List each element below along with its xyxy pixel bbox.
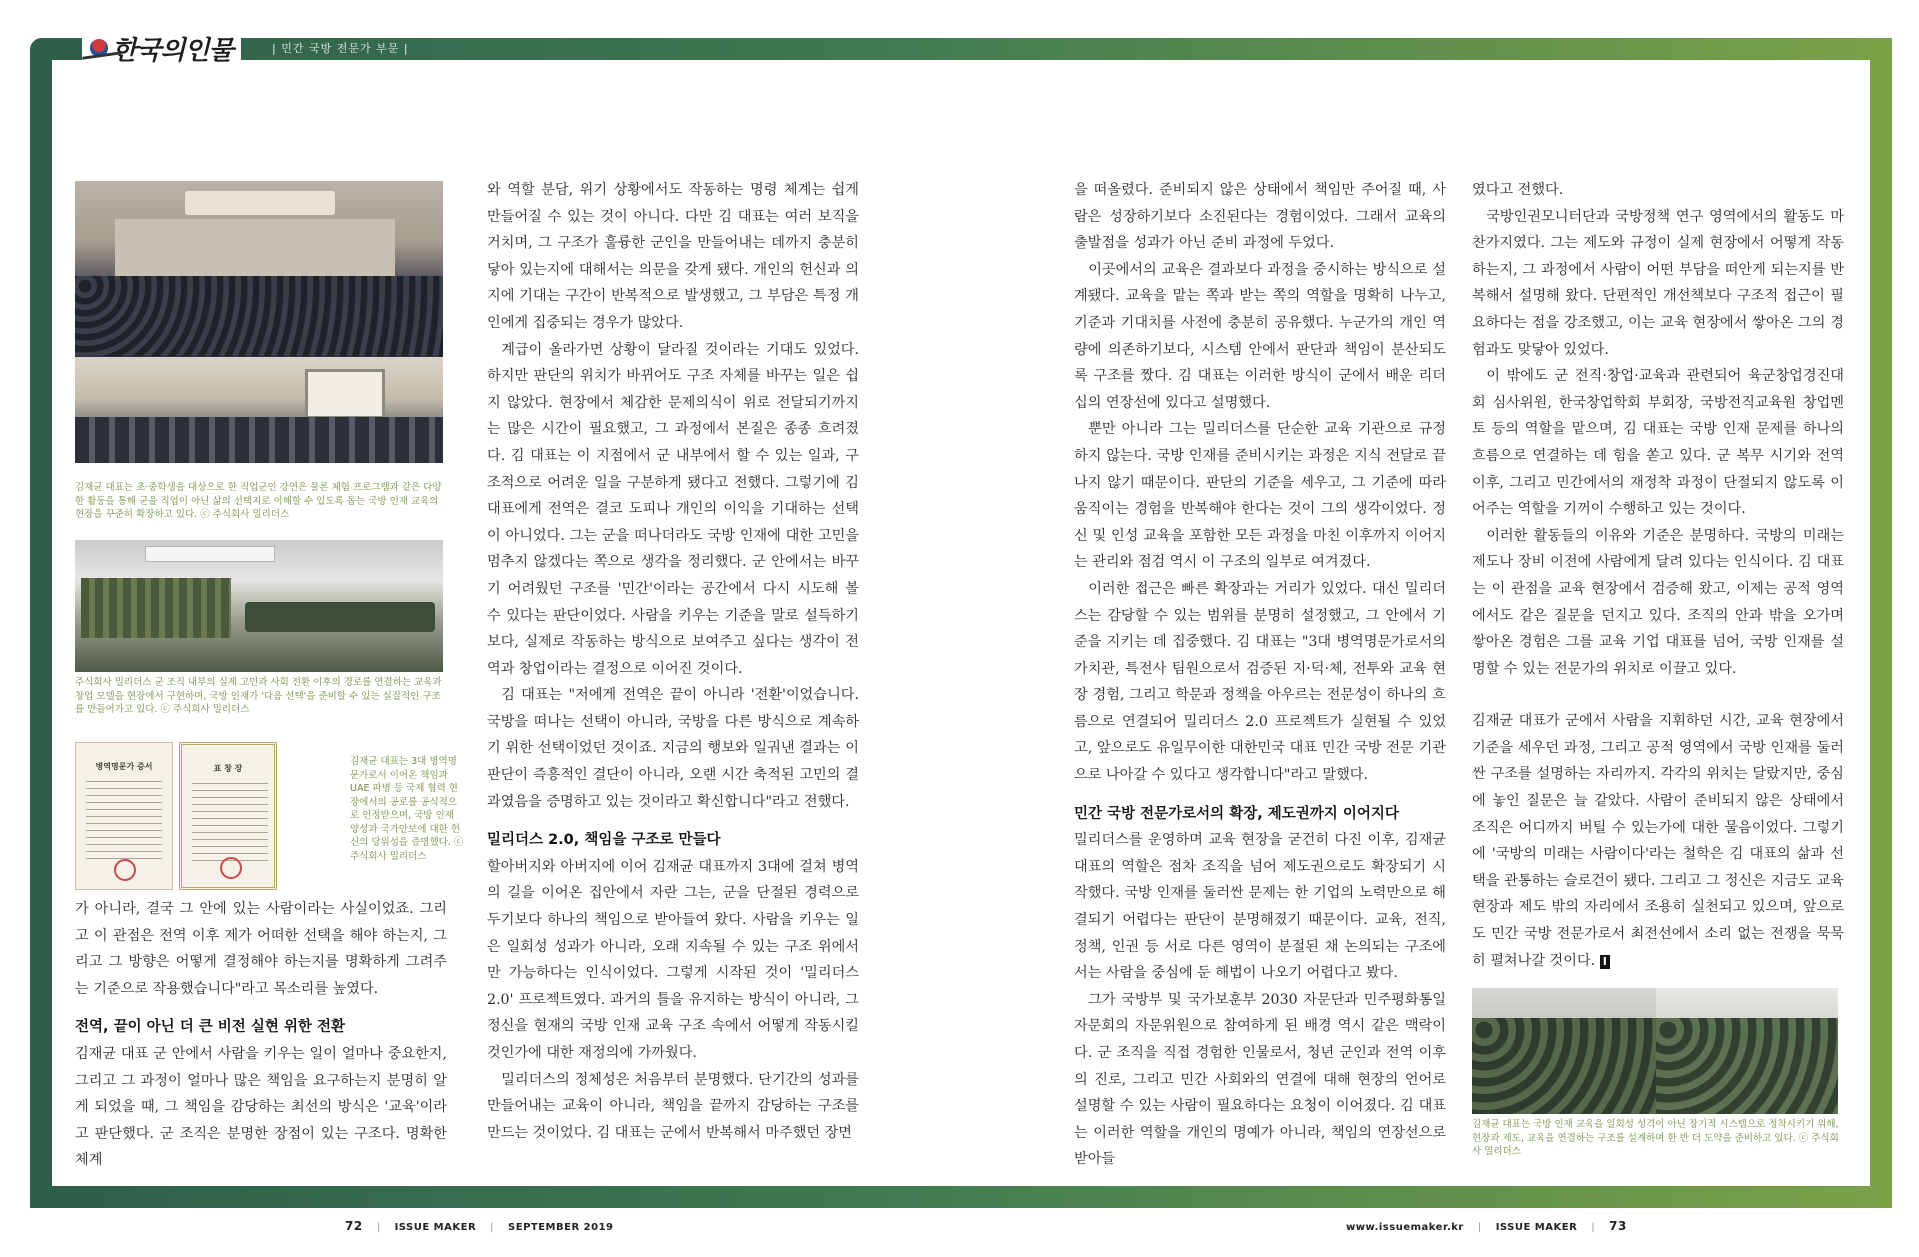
paragraph: 할아버지와 아버지에 이어 김재균 대표까지 3대에 걸쳐 병역의 길을 이어온 집안에서 자란 그는, 군을 단절된 경력으로 두기보다 하나의 책임으로 받아들여 왔다. 사람을 키우는 일은 일회성 성과가 아니라, 오래 지속될 수 있는 구조 위에서만 가능하다는 인식이었다. 그렇게 시작된 것이 '밀리더스 2.0' 프로젝트였다. 과거의 틀을 유지하는 방식이 아니라, 그 정신을 현재의 국방 인재 교육 구조 속에서 어떻게 작동시킬 것인가에 대한 재정의에 가까웠다.: [487, 858, 859, 1061]
paragraph: 이곳에서의 교육은 결과보다 과정을 중시하는 방식으로 설계됐다. 교육을 맡는 쪽과 받는 쪽의 역할을 명확히 나누고, 기준과 기대치를 사전에 충분히 공유했다. 누군가의 개인 역량에 의존하기보다, 시스템 안에서 판단과 책임이 분산되도록 구조를 짰다. 김 대표는 이러한 방식이 군에서 배운 리더십의 연장선에 있다고 설명했다.: [1074, 261, 1446, 411]
photo-exhibition-booth: [75, 540, 443, 672]
paragraph: 이러한 활동들의 이유와 기준은 분명하다. 국방의 미래는 제도나 장비 이전에 사람에게 달려 있다는 인식이다. 김 대표는 이 관점을 교육 현장에서 검증해 왔고, 이제는 공적 영역에서도 같은 질문을 던지고 있다. 조직의 안과 밖을 오가며 쌓아온 경험은 그를 교육 기업 대표를 넘어, 국방 인재를 설명할 수 있는 전문가의 위치로 이끌고 있다.: [1472, 527, 1844, 677]
frame-left-bar: [30, 38, 52, 1208]
caption-booth: 주식회사 밀리더스 군 조직 내부의 실제 고민과 사회 전환 이후의 경로를 연결하는 교육과 창업 모델을 현장에서 구현하며, 국방 인재가 '다음 선택'을 준비할 수 있는 실질적인 구조를 만들어가고 있다. ⓒ 주식회사 밀리더스: [75, 677, 442, 715]
certificate-military-family: [75, 742, 173, 890]
caption-lecture: 김재균 대표는 초·중학생을 대상으로 한 직업군인 강연은 물론 체험 프로그램과 같은 다양한 활동을 통해 군을 직업이 아닌 삶의 선택지로 이해할 수 있도록 돕는 국방 인재 교육의 현장을 꾸준히 확장하고 있다. ⓒ 주식회사 밀리더스: [75, 482, 442, 520]
footer-separator: |: [490, 1222, 495, 1233]
page-number-right: 73: [1609, 1219, 1627, 1233]
column-1-text: [75, 896, 447, 1174]
cert2-title: 표 창 장: [213, 764, 243, 773]
paragraph: 김 대표는 "저에게 전역은 끝이 아니라 '전환'이었습니다. 국방을 떠나는 선택이 아니라, 국방을 다른 방식으로 계속하기 위한 선택이었던 것이죠. 지금의 행보와 일궈낸 결과는 이 판단이 즉흥적인 결단이 아니라, 오랜 시간 축적된 고민의 결과였음을 증명하고 있는 것이라고 확신합니다"라고 전했다.: [487, 687, 859, 810]
paragraph: 이 밖에도 군 전직·창업·교육과 관련되어 육군창업경진대회 심사위원, 한국창업학회 부회장, 국방전직교육원 창업멘토 등의 역할을 맡으며, 김 대표는 국방 인재 문제를 하나의 흐름으로 연결하는 데 힘을 쏟고 있다. 군 복무 시기와 전역 이후, 그리고 민간에서의 재정착 과정이 단절되지 않도록 이어주는 역할을 기꺼이 수행하고 있는 것이다.: [1472, 368, 1844, 518]
photo-lecture-stage: [75, 181, 443, 357]
paragraph: 계급이 올라가면 상황이 달라질 것이라는 기대도 있었다. 하지만 판단의 위치가 바뀌어도 구조 자체를 바꾸는 일은 쉽지 않았다. 현장에서 체감한 문제의식이 위로 전달되기까지는 많은 시간이 필요했고, 그 과정에서 본질은 종종 흐려졌다. 김 대표는 이 지점에서 군 내부에서 할 수 있는 일과, 구조적으로 어려운 일을 구분하게 됐다고 전했다. 그렇기에 김 대표에게 전역은 결코 도피나 개인의 이익을 기대하는 선택이 아니었다. 그는 군을 떠나더라도 국방 인재에 대한 고민을 멈추지 않겠다는 쪽으로 생각을 정리했다. 군 안에서는 바꾸기 어려웠던 구조를 '민간'이라는 공간에서 다시 시도해 볼 수 있다는 판단이었다. 사람을 키우는 기준을 말로 설득하기보다, 실제로 작동하는 방식으로 보여주고 싶다는 생각이 전역과 창업이라는 결정으로 이어진 것이다.: [487, 341, 859, 677]
paragraph: 였다고 전했다.: [1472, 182, 1564, 198]
paragraph: 그가 국방부 및 국가보훈부 2030 자문단과 민주평화통일자문회의 자문위원으로 참여하게 된 배경 역시 같은 맥락이다. 군 조직을 직접 경험한 인물로서, 청년 군인과 전역 이후의 진로, 그리고 민간 사회와의 연결에 대해 현장의 언어로 설명할 수 있는 사람이 필요하다는 요청이 이어졌다. 김 대표는 이러한 역할을 개인의 명예가 아니라, 책임의 연장선으로 받아들: [1074, 991, 1446, 1168]
footer-separator: |: [1591, 1222, 1596, 1233]
paragraph: 을 떠올렸다. 준비되지 않은 상태에서 책임만 주어질 때, 사람은 성장하기보다 소진된다는 경험이었다. 그래서 교육의 출발점을 성과가 아닌 준비 과정에 두었다.: [1074, 182, 1446, 252]
footer-separator: |: [376, 1222, 381, 1233]
brand-logo-text: 한국의인물: [112, 35, 233, 66]
brand-logo: [82, 28, 241, 68]
photo-classroom: [75, 357, 443, 463]
subheading: 밀리더스 2.0, 책임을 구조로 만들다: [487, 832, 721, 849]
paragraph: [1472, 708, 1844, 974]
caption-certificates: 김재균 대표는 3대 병역명문가로서 이어온 책임과 UAE 파병 등 국제 협력 현장에서의 공로를 공식적으로 인정받으며, 국방 인재 양성과 국가안보에 대한 헌신의 당위성을 증명했다. ⓒ 주식회사 밀리더스: [350, 756, 464, 862]
paragraph: 이러한 접근은 빠른 확장과는 거리가 있었다. 대신 밀리더스는 감당할 수 있는 범위를 분명히 설정했고, 그 안에서 기준을 지키는 데 집중했다. 김 대표는 "3대 병역명문가로서의 가치관, 특전사 팀원으로서 검증된 지·덕·체, 전투와 교육 현장 경험, 그리고 학문과 정책을 아우르는 전문성이 하나의 흐름으로 연결되어 밀리더스 2.0 프로젝트가 실현될 수 있었고, 앞으로도 유일무이한 대한민국 대표 민간 국방 전문 기관으로 나아갈 수 있다고 생각합니다"라고 말했다.: [1074, 580, 1446, 784]
paragraph: 밀리더스를 운영하며 교육 현장을 굳건히 다진 이후, 김재균 대표의 역할은 점차 조직을 넘어 제도권으로도 확장되기 시작했다. 국방 인재를 둘러싼 문제는 한 기업의 노력만으로 해결되기 어렵다는 판단이 분명해졌기 때문이다. 교육, 전직, 정책, 인권 등 서로 다른 영역이 분절된 채 논의되는 구조에서는 사람을 중심에 둔 해법이 나오기 어렵다고 봤다.: [1074, 832, 1446, 982]
column-3-text: [1074, 177, 1446, 1173]
paragraph: 밀리더스의 정체성은 처음부터 분명했다. 단기간의 성과를 만들어내는 교육이 아니라, 책임을 끝까지 감당하는 구조를 만드는 것이었다. 김 대표는 군에서 반복해서 마주했던 장면: [487, 1071, 859, 1141]
footer-right: [1346, 1219, 1627, 1233]
magazine-name-right: ISSUE MAKER: [1495, 1222, 1578, 1233]
certificate-commendation: [179, 742, 277, 890]
certificates-image: [75, 742, 275, 890]
website-url: www.issuemaker.kr: [1346, 1222, 1464, 1233]
paragraph: 국방인권모니터단과 국방정책 연구 영역에서의 활동도 마찬가지였다. 그는 제도와 규정이 실제 현장에서 어떻게 작동하는지, 그 과정에서 사람이 어떤 부담을 떠안게 되는지를 반복해서 설명해 왔다. 단편적인 개선책보다 구조적 접근이 필요하다는 점을 강조했고, 이는 교육 현장에서 쌓아온 그의 경험과도 맞닿아 있었다.: [1472, 208, 1844, 358]
column-4-text: [1472, 177, 1844, 974]
magazine-name-left: ISSUE MAKER: [394, 1222, 477, 1233]
paragraph: 김재균 대표 군 안에서 사람을 키우는 일이 얼마나 중요한지, 그리고 그 과정이 얼마나 많은 책임을 요구하는지 분명히 알게 되었을 때, 그 책임을 감당하는 최선의 방식은 '교육'이라고 판단했다. 군 조직은 분명한 장점이 있는 구조다. 명확한 체계: [75, 1045, 447, 1169]
closing-paragraph-text: 김재균 대표가 군에서 사람을 지휘하던 시간, 교육 현장에서 기준을 세우던 과정, 그리고 공적 영역에서 국방 인재를 둘러싼 구조를 설명하는 자리까지. 각각의 위치는 달랐지만, 중심에 놓인 질문은 늘 같았다. 사람이 준비되지 않은 상태에서 조직은 어디까지 버틸 수 있는가에 대한 물음이었다. 그렇기에 '국방의 미래는 사람이다'라는 철학은 김 대표의 삶과 선택을 관통하는 슬로건이 됐다. 그리고 그 정신은 지금도 교육 현장과 제도 밖의 자리에서 조용히 실천되고 있으며, 앞으로도 민간 국방 전문가로서 최전선에서 소리 없는 전쟁을 묵묵히 펼쳐나갈 것이다.: [1472, 713, 1844, 969]
footer-separator: |: [1477, 1222, 1482, 1233]
paragraph: 와 역할 분담, 위기 상황에서도 작동하는 명령 체계는 쉽게 만들어질 수 있는 것이 아니다. 다만 김 대표는 여러 보직을 거치며, 그 구조가 훌륭한 군인을 만들어내는 데까지 충분히 닿아 있는지에 대해서는 의문을 갖게 됐다. 개인의 헌신과 의지에 기대는 구간이 반복적으로 발생했고, 그 부담은 특정 개인에게 집중되는 경우가 많았다.: [487, 182, 859, 331]
section-tag: | 민간 국방 전문가 부문 |: [272, 42, 409, 55]
page-number-left: 72: [345, 1219, 363, 1233]
cert1-title: 병역명문가 증서: [95, 762, 153, 771]
caption-group: 김재균 대표는 국방 인재 교육을 일회성 성격이 아닌 장기적 시스템으로 정착시키기 위해, 현장과 제도, 교육을 연결하는 구조를 설계하며 한 반 더 도약을 준비하고 있다. ⓒ 주식회사 밀리더스: [1472, 1119, 1839, 1157]
photo-group-soldiers-right: [1656, 988, 1838, 1114]
footer-left: [345, 1219, 613, 1233]
frame-right-bar: [1870, 38, 1892, 1208]
end-mark-icon: I: [1600, 955, 1610, 969]
paragraph: 뿐만 아니라 그는 밀리더스를 단순한 교육 기관으로 규정하지 않는다. 국방 인재를 준비시키는 과정은 지식 전달로 끝나지 않기 때문이다. 판단의 기준을 세우고, 그 기준에 따라 움직이는 경험을 반복해야 한다는 것이 그의 생각이었다. 정신 및 인성 교육을 포함한 모든 과정을 마친 이후까지 이어지는 관리와 점검 역시 이 구조의 일부로 여겨졌다.: [1074, 421, 1446, 571]
subheading: 전역, 끝이 아닌 더 큰 비전 실현 위한 전환: [75, 1019, 346, 1036]
column-2-text: [487, 177, 859, 1146]
paragraph: 가 아니라, 결국 그 안에 있는 사람이라는 사실이었죠. 그리고 이 관점은 전역 이후 제가 어떠한 선택을 해야 하는지, 그리고 그 방향은 어떻게 결정해야 하는지를 명확하게 그려주는 기준으로 작용했습니다"라고 목소리를 높였다.: [75, 901, 447, 997]
subheading: 민간 국방 전문가로서의 확장, 제도권까지 이어지다: [1074, 805, 1399, 822]
frame-bottom-bar: [30, 1186, 1892, 1208]
issue-date: SEPTEMBER 2019: [508, 1222, 614, 1233]
